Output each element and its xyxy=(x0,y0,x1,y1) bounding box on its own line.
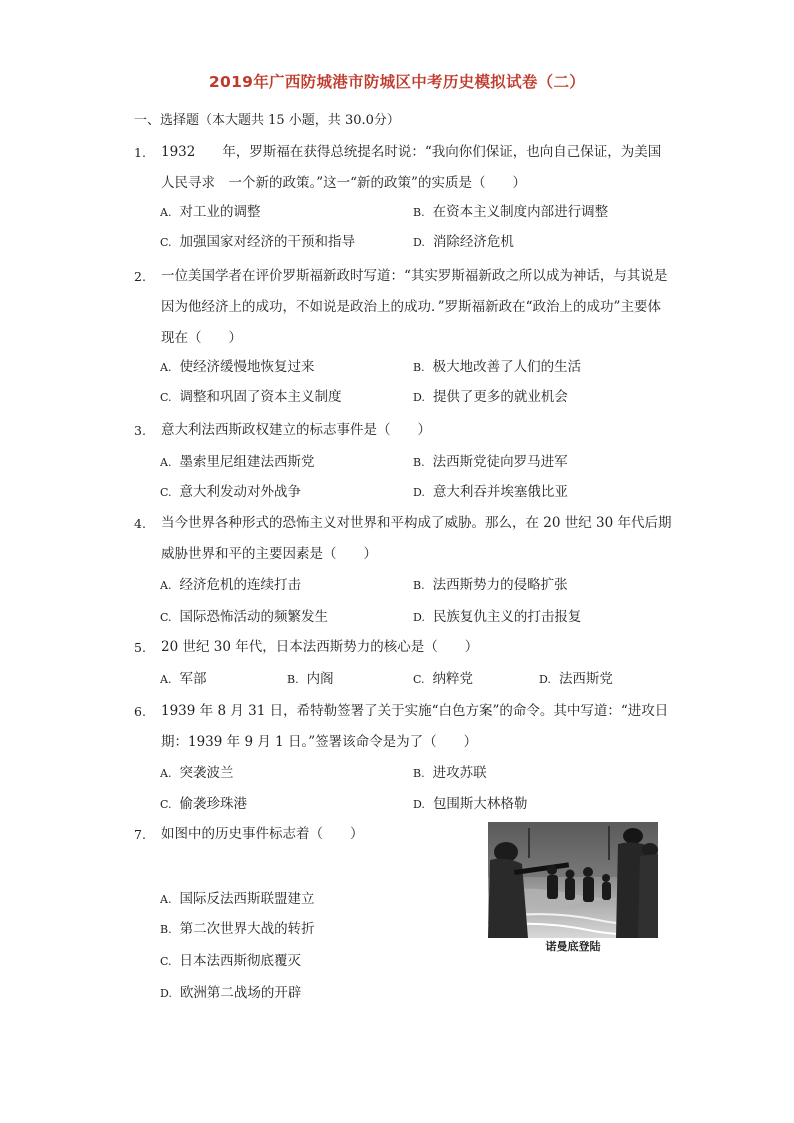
option-text: 民族复仇主义的打击报复 xyxy=(432,609,582,625)
option-letter: C. xyxy=(160,798,172,811)
option-letter: C. xyxy=(160,611,172,624)
option-b[interactable] xyxy=(287,669,334,690)
option-text: 法西斯党 xyxy=(558,671,613,687)
question-number: 7. xyxy=(134,827,146,842)
exam-title: 2019年广西防城港市防城区中考历史模拟试卷（二） xyxy=(208,73,586,91)
option-c[interactable] xyxy=(413,669,473,690)
option-b[interactable] xyxy=(160,919,315,940)
option-text: 使经济缓慢地恢复过来 xyxy=(179,359,315,375)
option-text: 墨索里尼组建法西斯党 xyxy=(179,454,315,470)
option-a[interactable] xyxy=(160,202,260,223)
option-text: 突袭波兰 xyxy=(179,765,234,781)
option-letter: B. xyxy=(160,923,172,936)
question-stem: 如图中的历史事件标志着（ ） xyxy=(161,826,364,842)
option-letter: C. xyxy=(160,955,172,968)
option-letter: C. xyxy=(160,391,172,404)
option-text: 对工业的调整 xyxy=(179,204,261,220)
option-c[interactable] xyxy=(160,232,355,253)
option-letter: D. xyxy=(413,236,425,249)
option-c[interactable] xyxy=(160,482,301,503)
option-b[interactable] xyxy=(413,357,581,378)
option-c[interactable] xyxy=(160,951,301,972)
option-letter: D. xyxy=(539,673,551,686)
option-text: 进攻苏联 xyxy=(432,765,487,781)
option-letter: A. xyxy=(160,673,172,686)
option-letter: A. xyxy=(160,456,172,469)
option-text: 极大地改善了人们的生活 xyxy=(432,359,582,375)
option-letter: D. xyxy=(160,987,172,1000)
question-1 xyxy=(134,137,674,199)
option-letter: C. xyxy=(160,486,172,499)
option-b[interactable] xyxy=(413,452,568,473)
option-letter: C. xyxy=(160,236,172,249)
question-number: 5. xyxy=(134,640,146,655)
option-d[interactable] xyxy=(160,983,301,1004)
option-letter: B. xyxy=(413,206,425,219)
option-b[interactable] xyxy=(413,575,568,596)
option-text: 经济危机的连续打击 xyxy=(179,577,301,593)
option-d[interactable] xyxy=(413,607,581,628)
question-4 xyxy=(134,508,674,570)
option-c[interactable] xyxy=(160,607,328,628)
option-letter: B. xyxy=(287,673,299,686)
option-b[interactable] xyxy=(413,202,608,223)
question-stem: 一位美国学者在评价罗斯福新政时写道：“其实罗斯福新政之所以成为神话，与其说是因为他经济上的成功，不如说是政治上的成功．”罗斯福新政在“政治上的成功”主要体现在（ ） xyxy=(161,268,668,346)
option-d[interactable] xyxy=(413,387,568,408)
question-stem: 20 世纪 30 年代，日本法西斯势力的核心是（ ） xyxy=(161,639,479,655)
option-d[interactable] xyxy=(413,482,568,503)
option-text: 在资本主义制度内部进行调整 xyxy=(432,204,609,220)
question-number: 3. xyxy=(134,423,146,438)
option-text: 第二次世界大战的转折 xyxy=(179,921,315,937)
question-stem: 1939 年 8 月 31 日，希特勒签署了关于实施“白色方案”的命令。其中写道：“进攻日期：1939 年 9 月 1 日。”签署该命令是为了（ ） xyxy=(161,703,669,750)
option-a[interactable] xyxy=(160,575,301,596)
question-number: 4. xyxy=(134,516,146,531)
option-letter: B. xyxy=(413,579,425,592)
option-text: 纳粹党 xyxy=(432,671,474,687)
question-number: 2. xyxy=(134,269,146,284)
option-a[interactable] xyxy=(160,889,314,910)
option-text: 加强国家对经济的干预和指导 xyxy=(179,234,356,250)
question-5 xyxy=(134,632,674,663)
option-a[interactable] xyxy=(160,763,233,784)
photo-caption: 诺曼底登陆 xyxy=(545,940,601,953)
option-letter: D. xyxy=(413,611,425,624)
option-text: 提供了更多的就业机会 xyxy=(432,389,568,405)
option-letter: B. xyxy=(413,456,425,469)
option-text: 包围斯大林格勒 xyxy=(432,796,528,812)
option-text: 欧洲第二战场的开辟 xyxy=(179,985,302,1001)
option-text: 调整和巩固了资本主义制度 xyxy=(179,389,342,405)
question-stem: 意大利法西斯政权建立的标志事件是（ ） xyxy=(161,422,431,438)
option-letter: D. xyxy=(413,391,425,404)
option-letter: D. xyxy=(413,486,425,499)
option-letter: C. xyxy=(413,673,425,686)
option-text: 内阁 xyxy=(306,671,334,687)
question-6 xyxy=(134,696,674,758)
option-d[interactable] xyxy=(413,232,514,253)
option-letter: D. xyxy=(413,798,425,811)
option-letter: A. xyxy=(160,206,172,219)
option-text: 国际恐怖活动的频繁发生 xyxy=(179,609,329,625)
question-stem: 当今世界各种形式的恐怖主义对世界和平构成了威胁。那么，在 20 世纪 30 年代后期威胁世界和平的主要因素是（ ） xyxy=(161,515,672,562)
question-number: 6. xyxy=(134,704,146,719)
option-letter: B. xyxy=(413,361,425,374)
section-heading: 一、选择题（本大题共 15 小题，共 30.0分） xyxy=(134,113,400,128)
option-text: 国际反法西斯联盟建立 xyxy=(179,891,315,907)
question-number: 1. xyxy=(134,145,146,160)
option-text: 消除经济危机 xyxy=(432,234,514,250)
option-c[interactable] xyxy=(160,387,342,408)
question-stem: 1932 年，罗斯福在获得总统提名时说：“我向你们保证，也向自己保证，为美国人民寻求 一个新的政策。”这一“新的政策”的实质是（ ） xyxy=(161,144,662,191)
question-7 xyxy=(134,819,464,850)
option-text: 意大利发动对外战争 xyxy=(179,484,302,500)
normandy-landing-photo xyxy=(488,822,658,938)
option-a[interactable] xyxy=(160,452,314,473)
question-3 xyxy=(134,415,674,446)
option-letter: A. xyxy=(160,361,172,374)
option-text: 军部 xyxy=(179,671,207,687)
question-2 xyxy=(134,261,674,354)
option-d[interactable] xyxy=(413,794,527,815)
option-letter: A. xyxy=(160,579,172,592)
option-b[interactable] xyxy=(413,763,487,784)
option-a[interactable] xyxy=(160,357,314,378)
option-text: 日本法西斯彻底覆灭 xyxy=(179,953,302,969)
option-text: 意大利吞并埃塞俄比亚 xyxy=(432,484,568,500)
option-letter: B. xyxy=(413,767,425,780)
option-text: 法西斯党徒向罗马进军 xyxy=(432,454,568,470)
option-c[interactable] xyxy=(160,794,247,815)
option-letter: A. xyxy=(160,893,172,906)
option-d[interactable] xyxy=(539,669,613,690)
option-text: 偷袭珍珠港 xyxy=(179,796,248,812)
option-letter: A. xyxy=(160,767,172,780)
option-a[interactable] xyxy=(160,669,206,690)
option-text: 法西斯势力的侵略扩张 xyxy=(432,577,568,593)
